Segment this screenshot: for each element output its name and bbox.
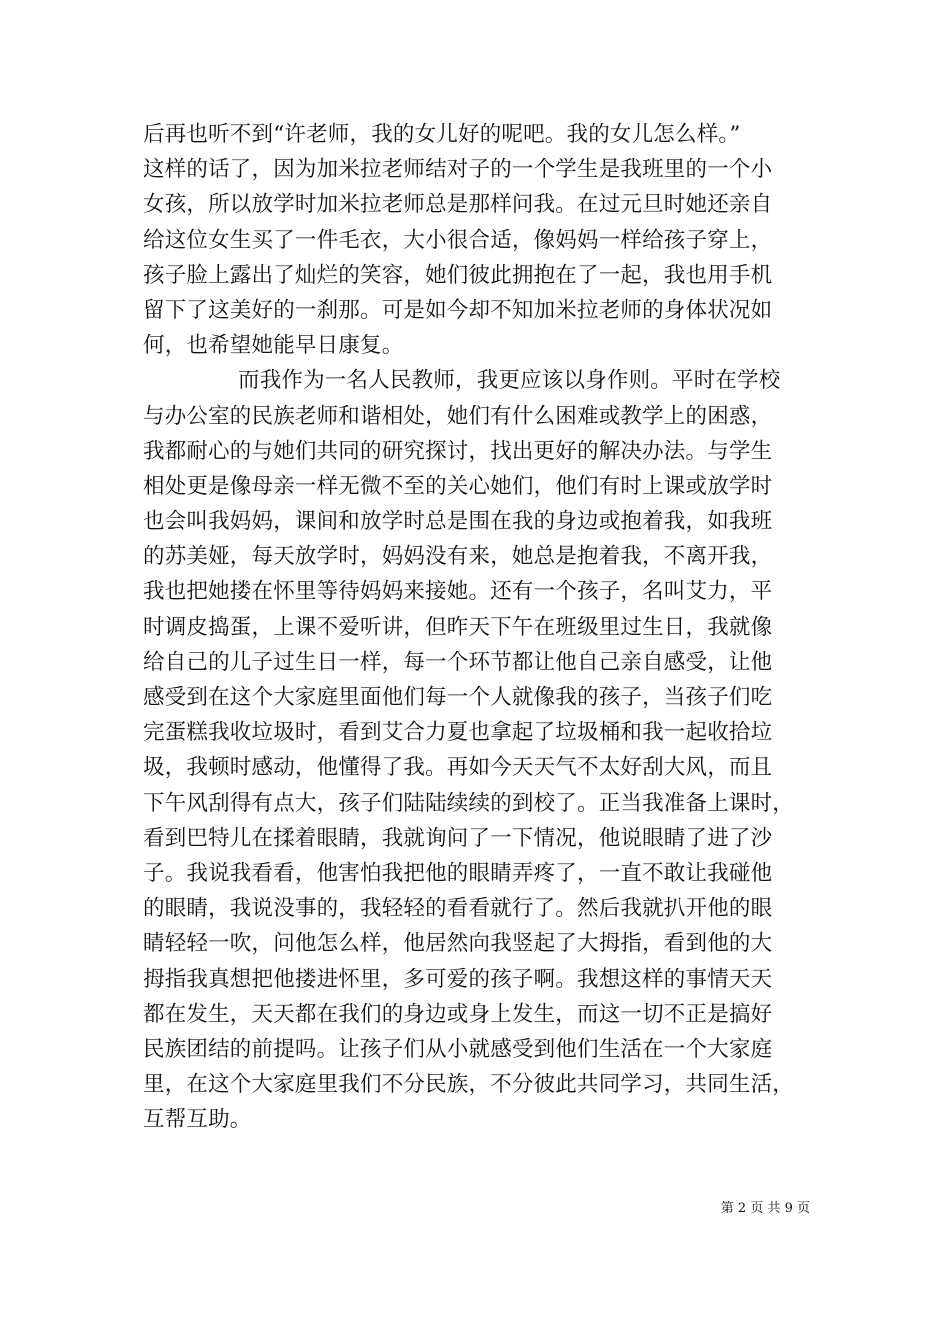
text-line: 互帮互助。: [143, 1107, 252, 1133]
text-line: 给这位女生买了一件毛衣，大小很合适，像妈妈一样给孩子穿上，: [143, 227, 773, 253]
text-line: 的眼睛，我说没事的，我轻轻的看看就行了。然后我就扒开他的眼: [143, 896, 773, 922]
text-line: 里，在这个大家庭里我们不分民族，不分彼此共同学习，共同生活，: [143, 1072, 795, 1098]
text-line: 拇指我真想把他搂进怀里，多可爱的孩子啊。我想这样的事情天天: [143, 966, 773, 992]
text-line: 孩子脸上露出了灿烂的笑容，她们彼此拥抱在了一起，我也用手机: [143, 262, 773, 288]
body-text: [143, 117, 833, 1137]
text-line: 我都耐心的与她们共同的研究探讨，找出更好的解决办法。与学生: [143, 438, 773, 464]
text-line: 完蛋糕我收垃圾时，看到艾合力夏也拿起了垃圾桶和我一起收拾垃: [143, 720, 773, 746]
text-line: 时调皮捣蛋，上课不爱听讲，但昨天下午在班级里过生日，我就像: [143, 614, 773, 640]
paragraph-start-line: 而我作为一名人民教师，我更应该以身作则。平时在学校: [238, 368, 781, 394]
text-line: 留下了这美好的一刹那。可是如今却不知加米拉老师的身体状况如: [143, 297, 773, 323]
text-line: 都在发生，天天都在我们的身边或身上发生，而这一切不正是搞好: [143, 1001, 773, 1027]
text-line: 看到巴特儿在揉着眼睛，我就询问了一下情况，他说眼睛了进了沙: [143, 825, 773, 851]
text-line: 的苏美娅，每天放学时，妈妈没有来，她总是抱着我，不离开我，: [143, 544, 773, 570]
text-line: 女孩，所以放学时加米拉老师总是那样问我。在过元旦时她还亲自: [143, 192, 773, 218]
text-line: 相处更是像母亲一样无微不至的关心她们，他们有时上课或放学时: [143, 473, 773, 499]
text-line: 这样的话了，因为加米拉老师结对子的一个学生是我班里的一个小: [143, 157, 773, 183]
text-line: 给自己的儿子过生日一样，每一个环节都让他自己亲自感受，让他: [143, 649, 773, 675]
text-line: 圾，我顿时感动，他懂得了我。再如今天天气不太好刮大风，而且: [143, 755, 773, 781]
text-line: 也会叫我妈妈，课间和放学时总是围在我的身边或抱着我，如我班: [143, 509, 773, 535]
page-number: 第 2 页 共 9 页: [720, 1201, 810, 1216]
text-line: 睛轻轻一吹，问他怎么样，他居然向我竖起了大拇指，看到他的大: [143, 931, 773, 957]
text-line: 何，也希望她能早日康复。: [143, 333, 404, 359]
text-line: 我也把她搂在怀里等待妈妈来接她。还有一个孩子，名叫艾力，平: [143, 579, 773, 605]
text-line: 与办公室的民族老师和谐相处，她们有什么困难或教学上的困惑，: [143, 403, 773, 429]
text-line: 子。我说我看看，他害怕我把他的眼睛弄疼了，一直不敢让我碰他: [143, 860, 773, 886]
text-line: 下午风刮得有点大，孩子们陆陆续续的到校了。正当我准备上课时，: [143, 790, 795, 816]
text-line: 民族团结的前提吗。让孩子们从小就感受到他们生活在一个大家庭: [143, 1036, 773, 1062]
text-line: 后再也听不到“许老师，我的女儿好的呢吧。我的女儿怎么样。”: [143, 122, 741, 147]
text-line: 感受到在这个大家庭里面他们每一个人就像我的孩子，当孩子们吃: [143, 685, 773, 710]
